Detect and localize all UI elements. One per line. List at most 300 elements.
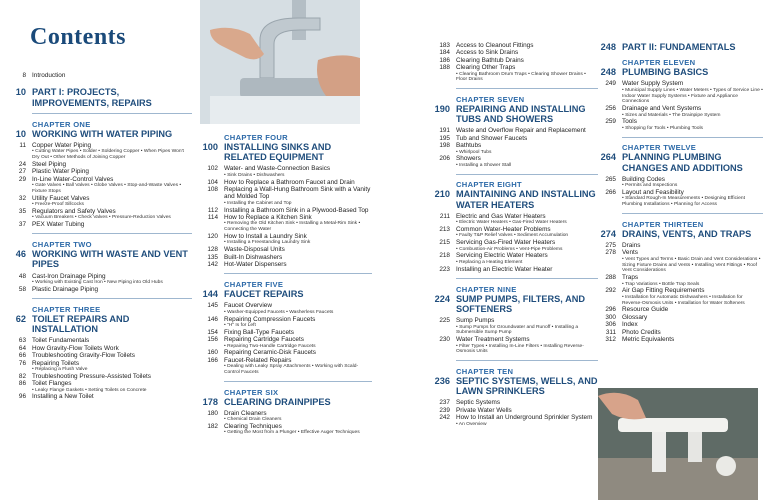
- page-number: 178: [202, 396, 218, 407]
- page-number: 266: [605, 189, 616, 197]
- toc-entry[interactable]: [8, 273, 192, 280]
- entry-subtopics: • Whirlpool Tubs: [456, 149, 492, 155]
- entry-title: Repairing Compression Faucets: [224, 315, 316, 323]
- entry-title: Troubleshooting Gravity-Flow Toilets: [32, 352, 136, 360]
- chapter-title: PLUMBING BASICS: [622, 67, 709, 78]
- chapter-heading[interactable]: [598, 152, 763, 172]
- toc-entry[interactable]: [8, 360, 192, 367]
- chapter-label: CHAPTER ELEVEN: [622, 58, 696, 68]
- chapter-divider: [456, 360, 598, 361]
- fittings-illustration: [598, 388, 758, 500]
- entry-subtopics: • Shopping for Tools • Plumbing Tools: [622, 125, 703, 131]
- page-number: 218: [439, 252, 450, 260]
- entry-title: Air Gap Fitting Requirements: [622, 287, 705, 295]
- page-number: 239: [439, 406, 450, 414]
- chapter-label: CHAPTER SIX: [224, 387, 279, 397]
- page-number: 274: [600, 228, 616, 239]
- page-number: 306: [605, 321, 616, 329]
- entry-subtopics: • Vacuum Breakers • Check Valves • Pressure-Reduction Valves: [32, 215, 171, 221]
- chapter-heading[interactable]: [432, 104, 598, 124]
- entry-subtopics: • Dealing with Leaky Spray Attachments • Working with Scald-Control Faucets: [224, 364, 359, 376]
- chapter-divider: [622, 213, 763, 214]
- entry-subtopics: • Permits and Inspections: [622, 183, 678, 189]
- page-number: 184: [439, 49, 450, 57]
- page-number: 145: [207, 302, 218, 310]
- entry-subtopics: • An Overview: [456, 421, 487, 427]
- page-number: 144: [202, 289, 218, 300]
- page-number: 224: [434, 293, 450, 304]
- toc-entry[interactable]: [200, 254, 372, 261]
- entry-subtopics: • Vent Types and Terms • Basic Drain and Vent Considerations • Sizing Fixture Drains and Vents • Installing Vent Fittings • Roof Vent Considerations: [622, 256, 761, 274]
- page-number: 183: [439, 42, 450, 49]
- chapter-title: REPAIRING AND INSTALLING TUBS AND SHOWERS: [456, 104, 586, 125]
- entry-title: Copper Water Piping: [32, 141, 92, 149]
- faucet-photo: [200, 0, 360, 124]
- toc-entry[interactable]: [200, 186, 372, 201]
- page-number: 142: [207, 261, 218, 269]
- chapter-heading[interactable]: [598, 67, 763, 77]
- page-number: 237: [439, 399, 450, 407]
- entry-title: Drain Cleaners: [224, 409, 267, 417]
- entry-title: Water Supply System: [622, 80, 684, 88]
- entry-title: Fixing Ball-Type Faucets: [224, 328, 294, 336]
- toc-entry[interactable]: [432, 239, 598, 246]
- page-number: 160: [207, 349, 218, 357]
- entry-title: Access to Sink Drains: [456, 49, 519, 57]
- chapter-label: CHAPTER TEN: [456, 367, 514, 377]
- entry-subtopics: • Standard Rough-In Measurements • Designing Efficient Plumbing Installations • Planning for Access: [622, 196, 745, 208]
- toc-entry[interactable]: [598, 329, 763, 336]
- page-number: 114: [207, 214, 218, 222]
- entry-subtopics: • Replacing a Flush Valve: [32, 367, 88, 373]
- entry-title: Faucet-Related Repairs: [224, 356, 292, 364]
- page-number: 96: [18, 393, 26, 401]
- page-number: 191: [439, 127, 450, 135]
- entry-title: Private Water Wells: [456, 406, 512, 414]
- page-number: 213: [439, 226, 450, 234]
- toc-entry[interactable]: [200, 165, 372, 172]
- page-number: 35: [18, 207, 26, 215]
- page-number: 230: [439, 336, 450, 344]
- entry-title: Toilet Flanges: [32, 380, 72, 388]
- page-number: 210: [434, 189, 450, 200]
- chapter-title: INSTALLING SINKS AND RELATED EQUIPMENT: [224, 142, 332, 163]
- entry-title: Drains: [622, 242, 641, 250]
- entry-subtopics: • Filter Types • Installing In-Line Filters • Installing Reverse-Osmosis Units: [456, 343, 584, 355]
- page-number: 62: [15, 314, 26, 325]
- toc-entry[interactable]: [432, 407, 598, 414]
- toc-entry[interactable]: [598, 287, 763, 294]
- toc-entry[interactable]: [200, 302, 372, 309]
- toc-entry[interactable]: [432, 127, 598, 134]
- toc-entry[interactable]: [432, 336, 598, 343]
- entry-title: Plastic Drainage Piping: [32, 285, 99, 293]
- toc-entry[interactable]: [432, 399, 598, 406]
- page-number: 264: [600, 152, 616, 163]
- entry-title: Utility Faucet Valves: [32, 194, 90, 202]
- page-number: 275: [605, 242, 616, 250]
- page-number: 180: [207, 409, 218, 417]
- toc-entry[interactable]: [8, 337, 192, 344]
- chapter-heading[interactable]: [200, 397, 372, 407]
- page-number: 135: [207, 253, 218, 261]
- page-number: 195: [439, 134, 450, 142]
- toc-entry[interactable]: [8, 380, 192, 387]
- entry-subtopics: • Sizes and Materials • The Drainpipe System: [622, 112, 721, 118]
- entry-title: Metric Equivalents: [622, 336, 675, 344]
- page-number: 198: [439, 142, 450, 150]
- chapter-label: CHAPTER THREE: [32, 305, 101, 315]
- toc-entry[interactable]: [598, 306, 763, 313]
- toc-entry[interactable]: [432, 142, 598, 149]
- toc-entry[interactable]: [8, 393, 192, 400]
- chapter-title: SEPTIC SYSTEMS, WELLS, AND LAWN SPRINKLERS: [456, 376, 598, 397]
- entry-title: Servicing Gas-Fired Water Heaters: [456, 239, 556, 247]
- chapter-label: CHAPTER SEVEN: [456, 95, 525, 105]
- chapter-heading[interactable]: [8, 314, 192, 334]
- entry-subtopics: • Sink Drains • Dishwashers: [224, 172, 285, 178]
- chapter-label: CHAPTER TWO: [32, 240, 92, 250]
- page-number: 66: [18, 352, 26, 360]
- toc-entry[interactable]: [432, 57, 598, 64]
- page-number: 249: [605, 80, 616, 88]
- toc-entry[interactable]: [8, 373, 192, 380]
- page-number: 190: [434, 104, 450, 115]
- toc-entry[interactable]: [432, 155, 598, 162]
- toc-entry[interactable]: [432, 42, 598, 49]
- entry-subtopics: • Sump Pumps for Groundwater and Runoff • Installing a Submersible Sump Pump: [456, 324, 579, 336]
- toc-entry[interactable]: [8, 286, 192, 293]
- entry-title: Troubleshooting Pressure-Assisted Toilets: [32, 372, 151, 380]
- chapter-divider: [622, 137, 763, 138]
- entry-subtopics: • Faulty T&P Relief Valves • Sediment Accumulation: [456, 233, 569, 239]
- page-number: 64: [18, 344, 26, 352]
- chapter-label: CHAPTER NINE: [456, 284, 517, 294]
- toc-entry[interactable]: [598, 321, 763, 328]
- chapter-title: TOILET REPAIRS AND INSTALLATION: [32, 314, 130, 335]
- entry-subtopics: • Electric Water Heaters • Gas-Fired Water Heaters: [456, 220, 567, 226]
- toc-entry[interactable]: [432, 64, 598, 71]
- chapter-heading[interactable]: [432, 376, 598, 396]
- entry-subtopics: • Leaky Flange Gaskets • Setting Toilets on Concrete: [32, 387, 147, 393]
- toc-entry[interactable]: [598, 118, 763, 125]
- entry-title: Repairing Ceramic-Disk Faucets: [224, 349, 316, 357]
- entry-subtopics: • Clearing Bathroom Drum Traps • Clearing Shower Drains • Floor Drains: [456, 71, 586, 83]
- page-number: 236: [434, 376, 450, 387]
- entry-subtopics: • "H" Is for Left: [224, 323, 256, 329]
- toc-entry[interactable]: [432, 252, 598, 259]
- entry-title: Common Water-Heater Problems: [456, 226, 551, 234]
- entry-title: Drainage and Vent Systems: [622, 105, 702, 113]
- page-number: 154: [207, 328, 218, 336]
- entry-subtopics: • Combustion-Air Problems • Vent-Pipe Problems: [456, 246, 563, 252]
- entry-title: Repairing Toilets: [32, 359, 80, 367]
- page-number: 186: [439, 56, 450, 64]
- chapter-heading[interactable]: [200, 142, 372, 162]
- page-number: 48: [18, 272, 26, 280]
- page-number: 24: [18, 160, 26, 168]
- chapter-heading[interactable]: [200, 289, 372, 299]
- page-number: 242: [439, 414, 450, 422]
- entry-title: Glossary: [622, 313, 648, 321]
- page-number: 166: [207, 356, 218, 364]
- entry-subtopics: • Installation for Automatic Dishwashers • Installation for Reverse-Osmosis Units • Installation for Water Softeners: [622, 294, 745, 306]
- page-number: 248: [600, 42, 616, 52]
- entry-title: How to Install a Laundry Sink: [224, 233, 307, 241]
- toc-entry[interactable]: [200, 316, 372, 323]
- page-number: 296: [605, 306, 616, 314]
- chapter-divider: [224, 273, 372, 274]
- entry-subtopics: • Municipal Supply Lines • Water Meters • Types of Service Line • Indoor Water Supply Systems • Fixture and Appliance Connections: [622, 87, 763, 105]
- chapter-divider: [32, 233, 192, 234]
- entry-subtopics: • Trap Variations • Bottle Trap Seals: [622, 281, 700, 287]
- entry-title: Built-In Dishwashers: [224, 253, 283, 261]
- chapter-label: CHAPTER ONE: [32, 119, 91, 129]
- page-number: 63: [18, 337, 26, 345]
- entry-subtopics: • Cutting Water Pipes • Solder • Soldering Copper • When Pipes Won't Dry Out • Other Methods of Joining Copper: [32, 149, 184, 161]
- entry-title: Installing an Electric Water Heater: [456, 265, 553, 273]
- entry-subtopics: • Replacing a Heating Element: [456, 259, 523, 265]
- entry-title: Vents: [622, 249, 638, 257]
- page-number: 120: [207, 233, 218, 241]
- entry-subtopics: • Freeze-Proof Sillcocks: [32, 202, 84, 208]
- toc-column-1: [8, 72, 192, 401]
- page-number: 102: [207, 165, 218, 173]
- entry-title: Plastic Water Piping: [32, 168, 89, 176]
- toc-entry[interactable]: [200, 179, 372, 186]
- entry-title: Clearing Bathtub Drains: [456, 56, 524, 64]
- toc-entry[interactable]: [432, 49, 598, 56]
- chapter-divider: [456, 278, 598, 279]
- chapter-title: FAUCET REPAIRS: [224, 289, 304, 300]
- chapter-title: WORKING WITH WATER PIPING: [32, 128, 173, 139]
- entry-title: How to Replace a Bathroom Faucet and Drain: [224, 178, 355, 186]
- entry-title: Sump Pumps: [456, 317, 495, 325]
- toc-entry[interactable]: [432, 414, 598, 421]
- entry-subtopics: • Installing a Shower Stall: [456, 162, 512, 168]
- entry-title: Installing a New Toilet: [32, 393, 94, 401]
- page-number: 27: [18, 168, 26, 176]
- chapter-divider: [456, 88, 598, 89]
- page-number: 37: [18, 221, 26, 229]
- toc-entry[interactable]: [598, 314, 763, 321]
- page-title-wrap: [30, 24, 126, 51]
- page-number: 265: [605, 175, 616, 183]
- entry-title: How to Replace a Kitchen Sink: [224, 214, 312, 222]
- entry-title: Repairing Cartridge Faucets: [224, 336, 304, 344]
- entry-title: Layout and Feasibility: [622, 189, 684, 197]
- page-number: 278: [605, 249, 616, 257]
- page-number: 76: [18, 359, 26, 367]
- page-number: 300: [605, 313, 616, 321]
- chapter-divider: [32, 298, 192, 299]
- part-heading[interactable]: [598, 42, 763, 52]
- toc-entry[interactable]: [432, 317, 598, 324]
- page-number: 58: [18, 285, 26, 293]
- toc-entry[interactable]: [200, 349, 372, 356]
- entry-title: Faucet Overview: [224, 302, 272, 310]
- page-number: 10: [15, 87, 26, 98]
- toc-entry[interactable]: [8, 195, 192, 202]
- chapter-label: CHAPTER FIVE: [224, 280, 284, 290]
- toc-entry[interactable]: [8, 345, 192, 352]
- page-number: 206: [439, 155, 450, 163]
- page-number: 259: [605, 118, 616, 126]
- chapter-title: CLEARING DRAINPIPES: [224, 396, 331, 407]
- chapter-divider: [32, 113, 192, 114]
- chapter-heading[interactable]: [598, 229, 763, 239]
- page-number: 46: [15, 249, 26, 260]
- chapter-label: CHAPTER FOUR: [224, 133, 288, 142]
- part-title: PART II: FUNDAMENTALS: [622, 42, 736, 52]
- page-number: 10: [15, 128, 26, 139]
- page-number: 86: [18, 380, 26, 388]
- toc-entry[interactable]: [8, 161, 192, 168]
- page-number: 108: [207, 186, 218, 194]
- page-number: 29: [18, 175, 26, 183]
- toc-column-2: [200, 127, 372, 436]
- toc-entry[interactable]: [8, 176, 192, 183]
- entry-title: How to Install an Underground Sprinkler System: [456, 414, 593, 422]
- page-number: 312: [605, 336, 616, 344]
- entry-subtopics: • Repairing Two-Handle Cartridge Faucets: [224, 343, 316, 349]
- entry-title: Showers: [456, 155, 481, 163]
- entry-title: Index: [622, 321, 638, 329]
- page-number: 211: [439, 212, 450, 220]
- entry-title: Water Treatment Systems: [456, 336, 530, 344]
- chapter-title: SUMP PUMPS, FILTERS, AND SOFTENERS: [456, 293, 585, 315]
- chapter-divider: [456, 174, 598, 175]
- toc-entry-intro[interactable]: [8, 72, 192, 79]
- entry-title: Hot-Water Dispensers: [224, 261, 287, 269]
- chapter-title: WORKING WITH WASTE AND VENT PIPES: [32, 249, 188, 270]
- entry-title: Servicing Electric Water Heaters: [456, 252, 548, 260]
- page-number: 104: [207, 178, 218, 186]
- toc-entry[interactable]: [432, 266, 598, 273]
- entry-title: Waste and Overflow Repair and Replacement: [456, 127, 586, 135]
- faucet-illustration: [200, 0, 360, 124]
- entry-title: Waste-Disposal Units: [224, 246, 285, 254]
- fittings-photo: [598, 388, 758, 500]
- entry-title: Tools: [622, 118, 637, 126]
- toc-entry[interactable]: [598, 249, 763, 256]
- page-number: 288: [605, 274, 616, 282]
- toc-entry[interactable]: [8, 168, 192, 175]
- entry-subtopics: • Chemical Drain Cleaners: [224, 417, 282, 423]
- entry-title: Traps: [622, 274, 639, 282]
- entry-title: Electric and Gas Water Heaters: [456, 212, 546, 220]
- chapter-heading[interactable]: [432, 189, 598, 209]
- page-number: 256: [605, 105, 616, 113]
- entry-title: Steel Piping: [32, 160, 67, 168]
- page-number: 156: [207, 336, 218, 344]
- chapter-title: PLANNING PLUMBING CHANGES AND ADDITIONS: [622, 152, 743, 173]
- chapter-title: DRAINS, VENTS, AND TRAPS: [622, 228, 752, 239]
- entry-title: Bathtubs: [456, 142, 482, 150]
- page-number: 128: [207, 246, 218, 254]
- toc-entry[interactable]: [200, 329, 372, 336]
- entry-title: Clearing Techniques: [224, 423, 282, 431]
- entry-subtopics: • Working with Existing Cast Iron • New Piping into Old Hubs: [32, 280, 163, 286]
- page-number: 311: [605, 328, 616, 336]
- entry-title: Tub and Shower Faucets: [456, 134, 528, 142]
- chapter-heading[interactable]: [432, 294, 598, 314]
- chapter-label: CHAPTER EIGHT: [456, 180, 522, 190]
- toc-entry[interactable]: [200, 336, 372, 343]
- entry-subtopics: • Installing a Freestanding Laundry Sink: [224, 240, 311, 246]
- chapter-heading[interactable]: [8, 129, 192, 139]
- toc-entry[interactable]: [8, 221, 192, 228]
- entry-title: Resource Guide: [622, 306, 669, 314]
- entry-title: Replacing a Wall-Hung Bathroom Sink with a Vanity and Molded Top: [224, 186, 371, 201]
- page-number: 146: [207, 315, 218, 323]
- entry-title: PEX Water Tubing: [32, 221, 85, 229]
- entry-title: Building Codes: [622, 175, 665, 183]
- entry-title: How Gravity-Flow Toilets Work: [32, 344, 119, 352]
- entry-title: Septic Systems: [456, 399, 501, 407]
- page-number: 188: [439, 64, 450, 72]
- entry-title: Clearing Other Traps: [456, 64, 516, 72]
- toc-entry[interactable]: [8, 352, 192, 359]
- page-number: 225: [439, 317, 450, 325]
- toc-entry[interactable]: [598, 242, 763, 249]
- chapter-heading[interactable]: [8, 249, 192, 269]
- toc-entry[interactable]: [432, 135, 598, 142]
- toc-entry[interactable]: [598, 274, 763, 281]
- page-number: 223: [439, 265, 450, 273]
- entry-subtopics: • Washer-Equipped Faucets • Washerless Faucets: [224, 309, 334, 315]
- chapter-label: CHAPTER THIRTEEN: [622, 219, 704, 229]
- page-title: Contents: [30, 24, 127, 50]
- toc-column-4: [598, 42, 763, 343]
- entry-title: Access to Cleanout Fittings: [456, 42, 534, 49]
- page-number: 292: [605, 287, 616, 295]
- toc-entry[interactable]: [598, 80, 763, 87]
- toc-entry[interactable]: [200, 207, 372, 214]
- chapter-divider: [224, 381, 372, 382]
- page-number: 8: [22, 72, 26, 79]
- page-number: 100: [202, 142, 218, 152]
- toc-entry[interactable]: [598, 105, 763, 112]
- entry-title: Water- and Waste-Connection Basics: [224, 165, 331, 173]
- page-number: 82: [18, 372, 26, 380]
- page-number: 112: [207, 206, 218, 214]
- entry-title: Photo Credits: [622, 328, 661, 336]
- toc-entry[interactable]: [598, 336, 763, 343]
- entry-subtopics: • Installing the Cabinet and Top: [224, 200, 292, 206]
- page-number: 215: [439, 239, 450, 247]
- part-title: PART I: PROJECTS, IMPROVEMENTS, REPAIRS: [32, 87, 152, 108]
- toc-entry[interactable]: [200, 261, 372, 268]
- entry-subtopics: • Getting the Most from a Plunger • Effective Auger Techniques: [224, 430, 360, 436]
- entry-title: Introduction: [32, 72, 66, 79]
- page-number: 182: [207, 423, 218, 431]
- entry-title: Toilet Fundamentals: [32, 337, 90, 345]
- part-heading[interactable]: [8, 87, 192, 107]
- chapter-title: MAINTAINING AND INSTALLING WATER HEATERS: [456, 189, 596, 210]
- entry-title: Cast-Iron Drainage Piping: [32, 272, 106, 280]
- entry-title: Installing a Bathroom Sink in a Plywood-Based Top: [224, 206, 369, 214]
- page-number: 248: [600, 67, 616, 78]
- entry-subtopics: • Removing the Old Kitchen Sink • Installing a Metal-Rim Sink • Connecting the Water: [224, 221, 361, 233]
- toc-entry[interactable]: [200, 246, 372, 253]
- entry-subtopics: • Gate Valves • Ball Valves • Globe Valves • Stop-and-Waste Valves • Fixture Stops: [32, 183, 182, 194]
- entry-title: Regulators and Safety Valves: [32, 207, 116, 215]
- page-number: 11: [19, 141, 26, 149]
- page-number: 32: [18, 194, 26, 202]
- chapter-label: CHAPTER TWELVE: [622, 143, 697, 153]
- entry-title: In-Line Water-Control Valves: [32, 175, 114, 183]
